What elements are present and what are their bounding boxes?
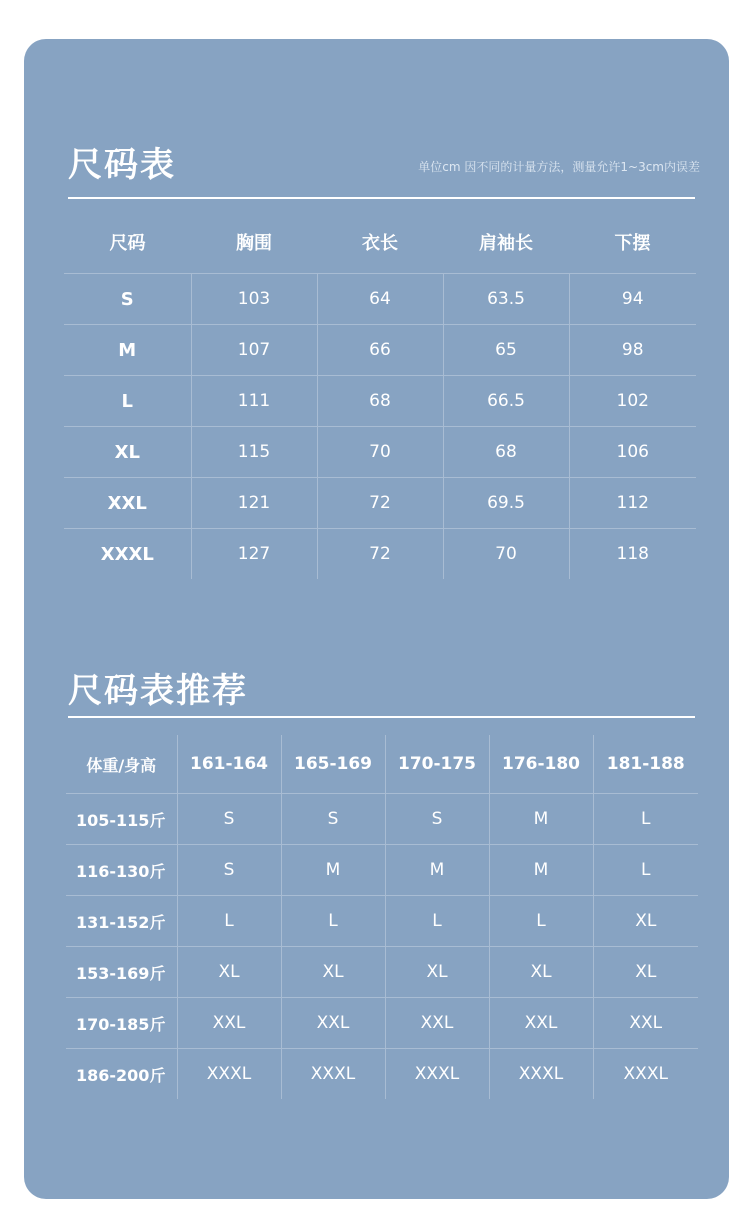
table-row: [66, 998, 698, 1049]
hem-cell: 106: [569, 427, 696, 478]
header-height-161-164: 161-164: [177, 735, 281, 794]
length-cell: 64: [317, 274, 443, 325]
weight-cell: 105-115斤: [66, 794, 177, 845]
size-cell: L: [385, 896, 489, 947]
size-chart-divider: [68, 197, 695, 199]
size-cell: XL: [593, 896, 698, 947]
size-cell: XXXL: [281, 1049, 385, 1100]
header-chest: 胸围: [236, 232, 272, 254]
sleeve-cell: 68: [443, 427, 569, 478]
size-cell: XL: [64, 427, 191, 478]
size-cell: XL: [281, 947, 385, 998]
size-chart-header-row: [64, 210, 696, 274]
length-cell: 68: [317, 376, 443, 427]
sleeve-cell: 66.5: [443, 376, 569, 427]
size-cell: XXXL: [385, 1049, 489, 1100]
length-cell: 70: [317, 427, 443, 478]
weight-cell: 153-169斤: [66, 947, 177, 998]
weight-cell: 170-185斤: [66, 998, 177, 1049]
hem-cell: 94: [569, 274, 696, 325]
size-cell: XL: [177, 947, 281, 998]
size-cell: XXXL: [489, 1049, 593, 1100]
table-row: [66, 794, 698, 845]
table-row: [64, 274, 696, 325]
length-cell: 66: [317, 325, 443, 376]
table-row: [64, 427, 696, 478]
chest-cell: 103: [191, 274, 317, 325]
chest-cell: 107: [191, 325, 317, 376]
size-cell: XXL: [489, 998, 593, 1049]
header-sleeve: 肩袖长: [479, 232, 533, 254]
length-cell: 72: [317, 478, 443, 529]
hem-cell: 112: [569, 478, 696, 529]
table-row: [66, 896, 698, 947]
sleeve-cell: 63.5: [443, 274, 569, 325]
size-cell: XXL: [281, 998, 385, 1049]
header-height-176-180: 176-180: [489, 735, 593, 794]
weight-cell: 186-200斤: [66, 1049, 177, 1100]
size-cell: M: [385, 845, 489, 896]
size-cell: XXXL: [64, 529, 191, 580]
header-length: 衣长: [362, 232, 398, 254]
size-cell: XXL: [177, 998, 281, 1049]
header-height-170-175: 170-175: [385, 735, 489, 794]
size-cell: M: [489, 794, 593, 845]
size-cell: S: [177, 845, 281, 896]
table-row: [66, 845, 698, 896]
sleeve-cell: 70: [443, 529, 569, 580]
size-cell: XXXL: [177, 1049, 281, 1100]
size-cell: L: [64, 376, 191, 427]
size-cell: S: [64, 274, 191, 325]
size-cell: L: [177, 896, 281, 947]
header-weight-height: 体重/身高: [86, 755, 157, 775]
size-cell: M: [281, 845, 385, 896]
recommend-header-row: [66, 735, 698, 794]
size-cell: S: [281, 794, 385, 845]
length-cell: 72: [317, 529, 443, 580]
size-cell: M: [64, 325, 191, 376]
sleeve-cell: 69.5: [443, 478, 569, 529]
hem-cell: 98: [569, 325, 696, 376]
chest-cell: 121: [191, 478, 317, 529]
size-cell: XXXL: [593, 1049, 698, 1100]
table-row: [64, 478, 696, 529]
size-cell: L: [281, 896, 385, 947]
chest-cell: 127: [191, 529, 317, 580]
header-height-181-188: 181-188: [593, 735, 698, 794]
chest-cell: 111: [191, 376, 317, 427]
size-cell: S: [177, 794, 281, 845]
header-size: 尺码: [109, 232, 146, 254]
header-hem: 下摆: [614, 232, 651, 254]
sleeve-cell: 65: [443, 325, 569, 376]
table-row: [66, 947, 698, 998]
size-cell: S: [385, 794, 489, 845]
size-cell: L: [593, 794, 698, 845]
hem-cell: 118: [569, 529, 696, 580]
header-height-165-169: 165-169: [281, 735, 385, 794]
recommend-table: [66, 735, 698, 1099]
size-cell: L: [593, 845, 698, 896]
measurement-note: 单位cm 因不同的计量方法，测量允许1~3cm内误差: [418, 160, 700, 174]
chest-cell: 115: [191, 427, 317, 478]
recommend-divider: [68, 716, 695, 718]
table-row: [64, 376, 696, 427]
size-cell: XL: [385, 947, 489, 998]
table-row: [66, 1049, 698, 1100]
recommend-title: 尺码表推荐: [68, 671, 248, 711]
size-cell: XL: [489, 947, 593, 998]
size-chart-table: [64, 210, 696, 579]
size-cell: M: [489, 845, 593, 896]
size-cell: XXL: [385, 998, 489, 1049]
table-row: [64, 529, 696, 580]
table-row: [64, 325, 696, 376]
size-cell: XXL: [64, 478, 191, 529]
hem-cell: 102: [569, 376, 696, 427]
weight-cell: 131-152斤: [66, 896, 177, 947]
weight-cell: 116-130斤: [66, 845, 177, 896]
size-cell: XXL: [593, 998, 698, 1049]
size-cell: XL: [593, 947, 698, 998]
size-chart-title: 尺码表: [68, 145, 176, 185]
size-cell: L: [489, 896, 593, 947]
